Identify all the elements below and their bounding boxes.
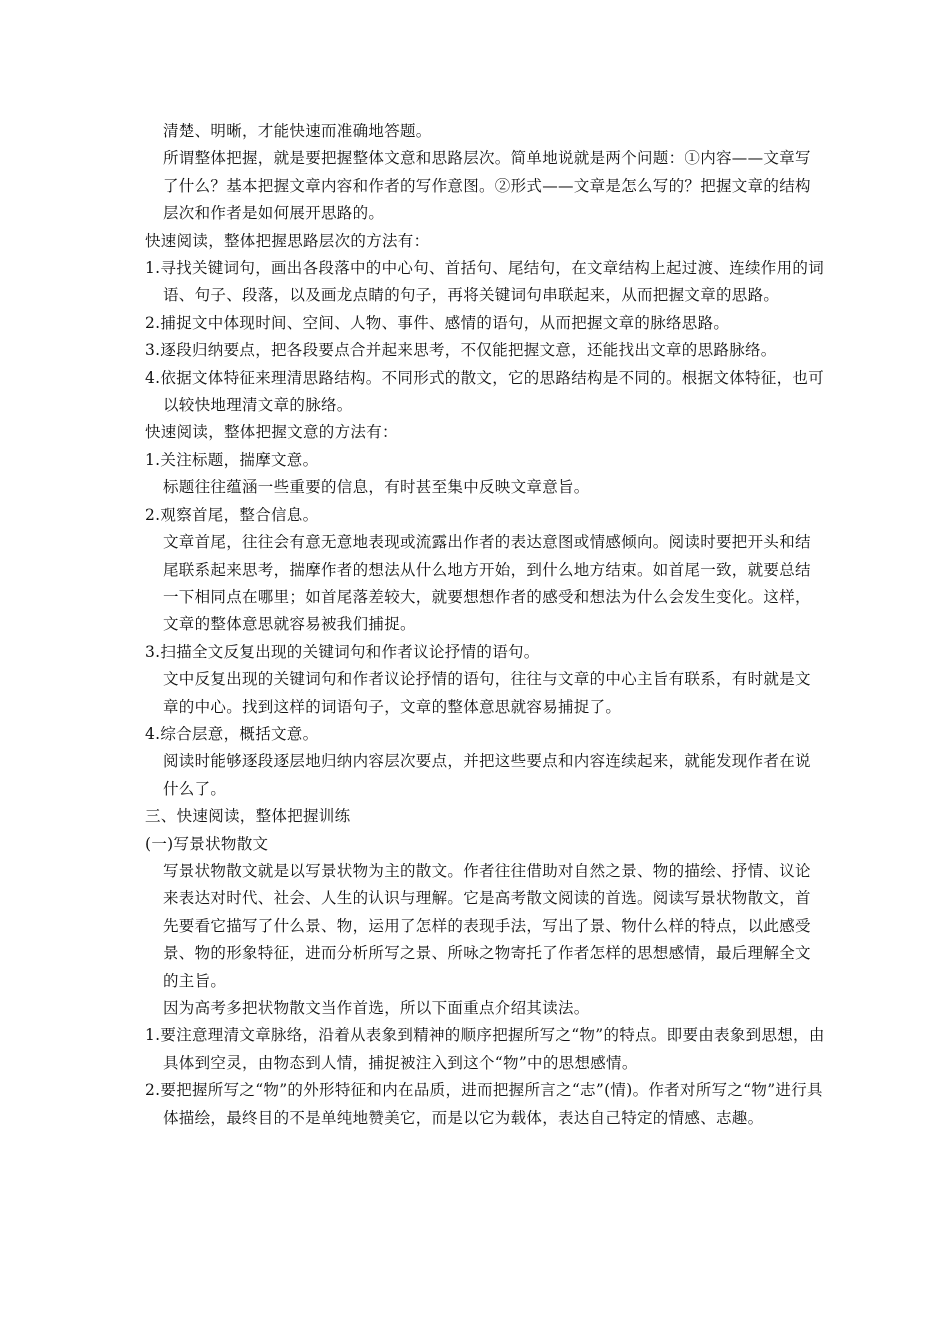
list-item-object-prose-2: 2.要把握所写之“物”的外形特征和内在品质，进而把握所言之“志”(情)。作者对所写之“物”进行具体描绘，最终目的不是单纯地赞美它，而是以它为载体，表达自己特定的情感、志趣。 xyxy=(145,1081,823,1127)
list-item-structure-1: 1.寻找关键词句，画出各段落中的中心句、首括句、尾结句，在文章结构上起过渡、连续作用的词语、句子、段落，以及画龙点睛的句子，再将关键词句串联起来，从而把握文章的思路。 xyxy=(145,259,824,305)
paragraph-continuation: 清楚、明晰，才能快速而准确地答题。 xyxy=(163,122,432,140)
list-item-meaning-4: 4.综合层意，概括文意。 xyxy=(145,724,319,743)
list-item-meaning-3: 3.扫描全文反复出现的关键词句和作者议论抒情的语句。 xyxy=(145,642,540,661)
list-item-meaning-2-detail: 文章首尾，往往会有意无意地表现或流露出作者的表达意图或情感倾向。阅读时要把开头和结尾联系起来思考，揣摩作者的想法从什么地方开始，到什么地方结束。如首尾一致，就要总结一下相同点在哪里；如首尾落差较大，就要想想作者的感受和想法为什么会发生变化。这样，文章的整体意思就容易被我们捕捉。 xyxy=(163,533,811,634)
list-item-structure-2: 2.捕捉文中体现时间、空间、人物、事件、感情的语句，从而把握文章的脉络思路。 xyxy=(145,313,730,332)
list-item-meaning-4-detail: 阅读时能够逐段逐层地归纳内容层次要点，并把这些要点和内容连续起来，就能发现作者在说什么了。 xyxy=(163,752,811,798)
heading-structure-methods: 快速阅读，整体把握思路层次的方法有： xyxy=(145,231,430,250)
section-heading-training: 三、快速阅读，整体把握训练 xyxy=(145,807,351,826)
list-item-meaning-1-detail: 标题往往蕴涵一些重要的信息，有时甚至集中反映文章意旨。 xyxy=(163,478,590,497)
list-item-object-prose-1: 1.要注意理清文章脉络，沿着从表象到精神的顺序把握所写之“物”的特点。即要由表象到思想，由具体到空灵，由物态到人情，捕捉被注入到这个“物”中的思想感情。 xyxy=(145,1026,825,1072)
paragraph-reading-method-intro: 因为高考多把状物散文当作首选，所以下面重点介绍其读法。 xyxy=(163,999,590,1017)
heading-meaning-methods: 快速阅读，整体把握文意的方法有： xyxy=(145,423,398,442)
list-item-structure-4: 4.依据文体特征来理清思路结构。不同形式的散文，它的思路结构是不同的。根据文体特征，也可以较快地理清文章的脉络。 xyxy=(145,368,824,415)
list-item-structure-3: 3.逐段归纳要点，把各段要点合并起来思考，不仅能把握文意，还能找出文章的思路脉络。 xyxy=(145,341,777,360)
document-body xyxy=(145,118,825,1132)
paragraph-holistic-grasp-definition: 所谓整体把握，就是要把握整体文意和思路层次。简单地说就是两个问题：①内容——文章写了什么？基本把握文章内容和作者的写作意图。②形式——文章是怎么写的？把握文章的结构层次和作者是如何展开思路的。 xyxy=(163,149,811,223)
list-item-meaning-2: 2.观察首尾，整合信息。 xyxy=(145,505,319,524)
list-item-meaning-1: 1.关注标题，揣摩文意。 xyxy=(145,450,319,469)
paragraph-scenery-prose: 写景状物散文就是以写景状物为主的散文。作者往往借助对自然之景、物的描绘、抒情、议论来表达对时代、社会、人生的认识与理解。它是高考散文阅读的首选。阅读写景状物散文，首先要看它描写了什么景、物，运用了怎样的表现手法，写出了景、物什么样的特点，以此感受景、物的形象特征，进而分析所写之景、所咏之物寄托了作者怎样的思想感情，最后理解全文的主旨。 xyxy=(163,861,811,990)
list-item-meaning-3-detail: 文中反复出现的关键词句和作者议论抒情的语句，往往与文章的中心主旨有联系，有时就是文章的中心。找到这样的词语句子，文章的整体意思就容易捕捉了。 xyxy=(163,670,811,716)
subsection-heading-scenery-prose: (一)写景状物散文 xyxy=(145,834,269,853)
